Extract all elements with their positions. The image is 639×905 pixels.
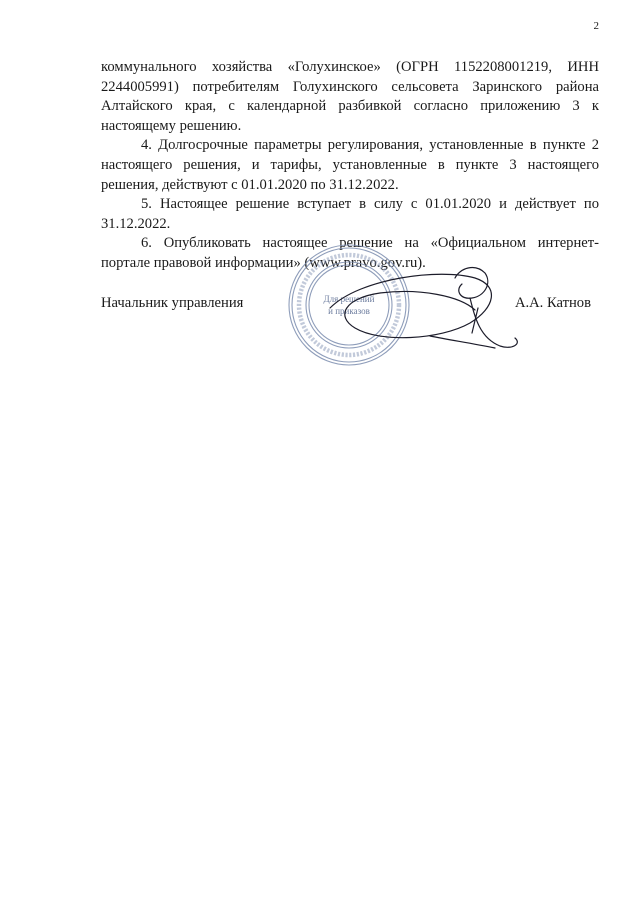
signature-row	[101, 295, 599, 321]
stamp-text-line-2: и приказов	[328, 306, 370, 316]
paragraph-item-6: 6. Опубликовать настоящее решение на «Официальном интернет-портале правовой информации» (www.pravo.gov.ru).	[101, 235, 599, 271]
paragraph-continuation: коммунального хозяйства «Голухинское» (ОГРН 1152208001219, ИНН 2244005991) потребителям Голухинского сельсовета Заринского района Алтайского края, с календарной разбивкой согласно приложению 3 к настоящему решению.	[101, 59, 599, 134]
paragraph-item-5: 5. Настоящее решение вступает в силу с 01.01.2020 и действует по 31.12.2022.	[101, 196, 599, 232]
paragraph-item-4: 4. Долгосрочные параметры регулирования, установленные в пункте 2 настоящего решения, и тарифы, установленные в пункте 3 настоящего решения, действуют с 01.01.2020 по 31.12.2022.	[101, 137, 599, 193]
signatory-title: Начальник управления	[101, 295, 244, 311]
signatory-name: А.А. Катнов	[514, 295, 591, 311]
stamp-text-line-1: Для решений	[323, 294, 375, 304]
page-number: 2	[593, 20, 599, 32]
